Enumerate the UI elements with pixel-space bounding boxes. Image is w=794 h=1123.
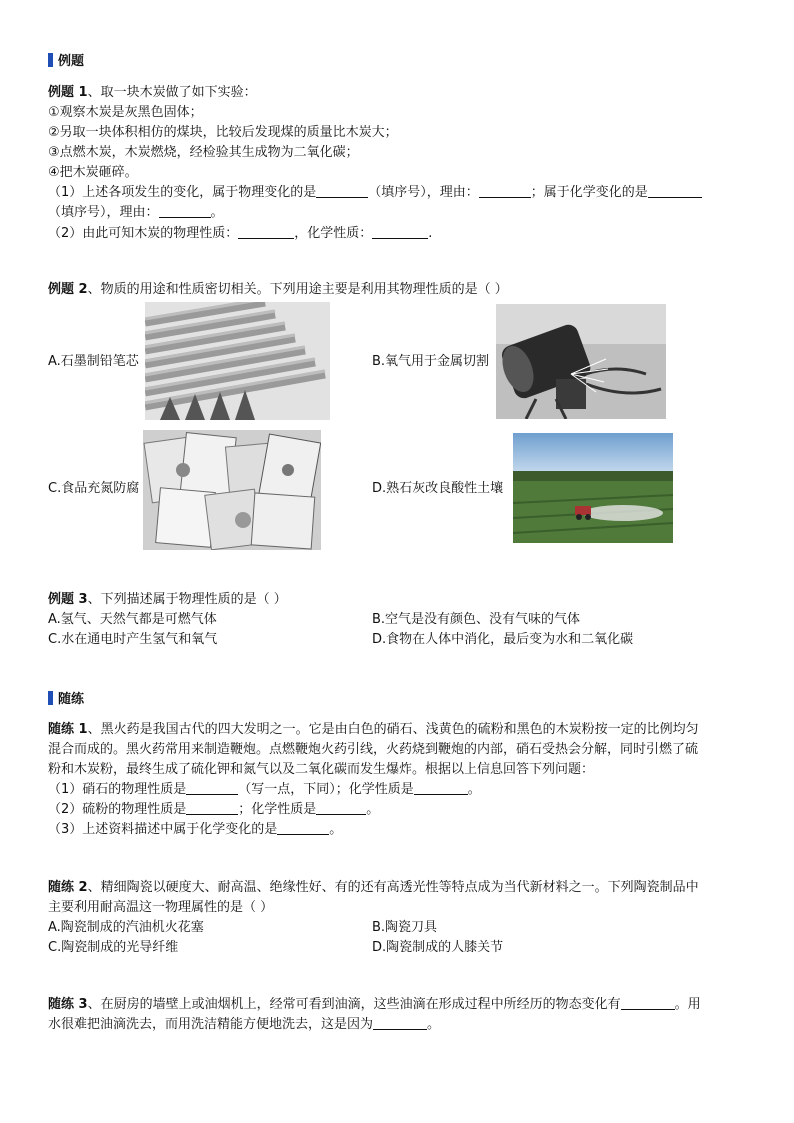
example-1-question-2 [48, 224, 432, 244]
option-d[interactable]: D.陶瓷制成的人膝关节 [372, 940, 504, 955]
q-text: （填序号），理由： [48, 205, 159, 220]
section-marker [48, 53, 53, 67]
section-title: 随练 [58, 692, 85, 707]
practice-1-line-2: 混合而成的。黑火药常用来制造鞭炮。点燃鞭炮火药引线，火药烧到鞭炮的内部，硝石受热会分解，同时引燃了硫 [48, 742, 699, 757]
q-text: （1）硝石的物理性质是 [48, 782, 187, 797]
option-a[interactable]: A.氢气、天然气都是可燃气体 [48, 612, 217, 627]
q-text: . [428, 226, 433, 241]
practice-1-line-3: 粉和木炭粉，最终生成了硫化钾和氮气以及二氧化碳而发生爆炸。根据以上信息回答下列问题： [48, 762, 595, 777]
option-b[interactable]: B.陶瓷刀具 [372, 920, 438, 935]
option-b[interactable]: B.空气是没有颜色、没有气味的气体 [372, 612, 581, 627]
example-1-item-4: ④把木炭砸碎。 [48, 165, 138, 180]
q-text: 。 [467, 782, 481, 797]
answer-blank[interactable] [648, 197, 702, 198]
answer-blank[interactable] [159, 217, 211, 218]
q-text: 。 [210, 205, 224, 220]
answer-blank[interactable] [373, 1029, 427, 1030]
q-text: 。 [366, 802, 380, 817]
answer-blank[interactable] [372, 238, 428, 239]
q-text: （1）上述各项发生的变化，属于物理变化的是 [48, 185, 317, 200]
food-packages-image [143, 430, 321, 550]
cutting-torch-image [496, 304, 666, 419]
answer-blank[interactable] [316, 814, 366, 815]
practice-1-line-1 [48, 720, 699, 740]
pencils-image [145, 302, 330, 420]
practice-1-question-3 [48, 820, 342, 840]
farm-field-image [513, 433, 673, 543]
example-2-label: 例题 2 [48, 282, 88, 297]
answer-blank[interactable] [186, 794, 238, 795]
option-d[interactable]: D.熟石灰改良酸性土壤 [372, 481, 504, 496]
q-text: 。 [329, 822, 343, 837]
q-text: 、黑火药是我国古代的四大发明之一。它是由白色的硝石、浅黄色的硫粉和黑色的木炭粉按一定的比例均匀 [87, 722, 699, 737]
practice-1-question-2 [48, 800, 379, 820]
answer-blank[interactable] [479, 197, 531, 198]
section-header-practice [48, 688, 84, 707]
practice-3-line-2 [48, 1015, 440, 1035]
q-text: （2）硫粉的物理性质是 [48, 802, 187, 817]
q-text: 、精细陶瓷以硬度大、耐高温、绝缘性好、有的还有高透光性等特点成为当代新材料之一。下列陶瓷制品中 [87, 880, 699, 895]
answer-blank[interactable] [414, 794, 468, 795]
practice-2-label: 随练 2 [48, 880, 88, 895]
example-1-item-3: ③点燃木炭，木炭燃烧，经检验其生成物为二氧化碳； [48, 145, 359, 160]
example-1-question-1 [48, 183, 702, 203]
section-header-examples [48, 50, 84, 69]
example-1-item-1: ①观察木炭是灰黑色固体； [48, 105, 203, 120]
practice-2-line-2: 主要利用耐高温这一物理属性的是（ ） [48, 900, 274, 915]
example-1-question-1-cont [48, 203, 224, 223]
q-text: （填序号），理由： [368, 185, 479, 200]
answer-blank[interactable] [186, 814, 238, 815]
q-text: （3）上述资料描述中属于化学变化的是 [48, 822, 278, 837]
q-text: ，化学性质： [294, 226, 373, 241]
q-text: （写一点，下同）；化学性质是 [238, 782, 414, 797]
example-1-item-2: ②另取一块体积相仿的煤块，比较后发现煤的质量比木炭大； [48, 125, 398, 140]
q-text: 、在厨房的墙壁上或油烟机上，经常可看到油滴，这些油滴在形成过程中所经历的物态变化有 [87, 997, 621, 1012]
practice-3-label: 随练 3 [48, 997, 88, 1012]
practice-1-label: 随练 1 [48, 722, 88, 737]
q-text: 水很难把油滴洗去，而用洗洁精能方便地洗去，这是因为 [48, 1017, 374, 1032]
q-text: 、下列描述属于物理性质的是（ ） [87, 592, 287, 607]
option-c[interactable]: C.水在通电时产生氢气和氧气 [48, 632, 218, 647]
q-text: ；化学性质是 [238, 802, 317, 817]
q-text: 。 [427, 1017, 441, 1032]
practice-3-line-1 [48, 995, 701, 1015]
q-text: 。用 [674, 997, 701, 1012]
section-title: 例题 [58, 54, 85, 69]
example-3-label: 例题 3 [48, 592, 88, 607]
example-3-stem [48, 590, 287, 610]
answer-blank[interactable] [277, 834, 329, 835]
answer-blank[interactable] [621, 1009, 675, 1010]
example-2-stem [48, 280, 508, 300]
section-marker [48, 691, 53, 705]
example-1-stem: 、取一块木炭做了如下实验： [87, 85, 257, 100]
example-1-intro [48, 83, 257, 103]
option-b[interactable]: B.氧气用于金属切割 [372, 354, 490, 369]
option-a[interactable]: A.陶瓷制成的汽油机火花塞 [48, 920, 204, 935]
option-d[interactable]: D.食物在人体中消化，最后变为水和二氧化碳 [372, 632, 634, 647]
q-text: （2）由此可知木炭的物理性质： [48, 226, 239, 241]
q-text: ；属于化学变化的是 [530, 185, 648, 200]
option-c[interactable]: C.陶瓷制成的光导纤维 [48, 940, 179, 955]
answer-blank[interactable] [238, 238, 294, 239]
example-1-label: 例题 1 [48, 85, 88, 100]
option-a[interactable]: A.石墨制铅笔芯 [48, 354, 139, 369]
practice-1-question-1 [48, 780, 481, 800]
q-text: 、物质的用途和性质密切相关。下列用途主要是利用其物理性质的是（ ） [87, 282, 508, 297]
answer-blank[interactable] [316, 197, 368, 198]
option-c[interactable]: C.食品充氮防腐 [48, 481, 140, 496]
practice-2-line-1 [48, 878, 699, 898]
